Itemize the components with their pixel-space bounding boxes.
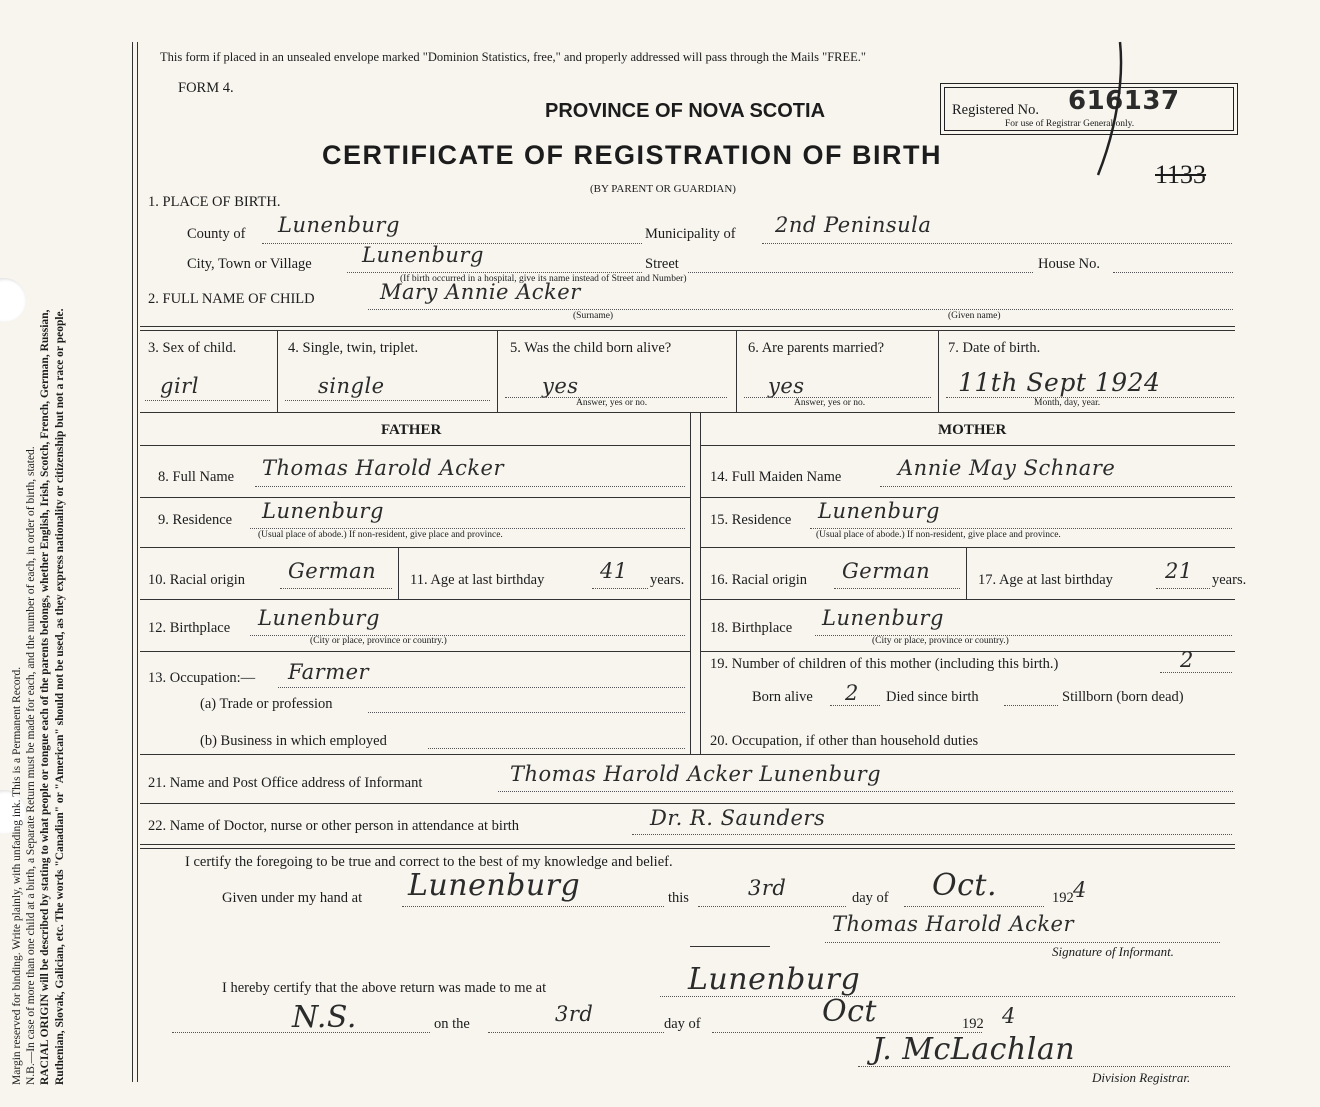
margin-line-3: RACIAL ORIGIN will be described by stating to what people or tongue each of the parents belongs, whether English, Irish, Scotch, French, German, Russian, xyxy=(39,309,52,1085)
division-registrar-label: Division Registrar. xyxy=(1092,1070,1191,1085)
mother-birthplace-label: 18. Birthplace xyxy=(710,620,793,636)
registrar-month-value: Oct xyxy=(822,994,877,1029)
father-birthplace-value: Lunenburg xyxy=(258,606,380,630)
given-place-value: Lunenburg xyxy=(408,868,581,903)
registrar-year-prefix: 192 xyxy=(962,1016,984,1032)
cert-month-value: Oct. xyxy=(932,868,997,903)
margin-rule-1 xyxy=(132,42,133,1082)
given-under-hand-label: Given under my hand at xyxy=(222,890,363,906)
informant-label: 21. Name and Post Office address of Informant xyxy=(148,775,423,791)
this-label: this xyxy=(668,890,689,906)
street-note: (If birth occurred in a hospital, give its name instead of Street and Number) xyxy=(400,274,687,284)
mother-racial-label: 16. Racial origin xyxy=(710,572,808,588)
city-value: Lunenburg xyxy=(362,243,484,267)
registrar-statement: I hereby certify that the above return was made to me at xyxy=(222,980,547,996)
crossed-number: 1133 xyxy=(1155,160,1207,189)
father-racial-value: German xyxy=(288,559,377,583)
alive-label: 5. Was the child born alive? xyxy=(510,340,672,356)
married-label: 6. Are parents married? xyxy=(748,340,885,356)
died-label: Died since birth xyxy=(886,689,979,705)
house-label: House No. xyxy=(1038,256,1101,272)
father-residence-note: (Usual place of abode.) If non-resident, give place and province. xyxy=(258,530,503,540)
mother-birthplace-value: Lunenburg xyxy=(822,606,944,630)
sex-value: girl xyxy=(160,374,199,398)
father-name-label: 8. Full Name xyxy=(158,469,235,485)
registrar-place-value: Lunenburg xyxy=(688,962,861,997)
father-racial-label: 10. Racial origin xyxy=(148,572,246,588)
registrar-year-value: 4 xyxy=(1002,1004,1016,1028)
father-residence-value: Lunenburg xyxy=(262,499,384,523)
doctor-value: Dr. R. Saunders xyxy=(650,806,826,830)
mother-heading: MOTHER xyxy=(938,422,1007,438)
registrar-on-the-label: on the xyxy=(434,1016,470,1032)
child-name-label: 2. FULL NAME OF CHILD xyxy=(148,291,315,307)
father-occupation-label: 13. Occupation:— xyxy=(148,670,256,686)
father-occupation-value: Farmer xyxy=(288,660,370,684)
mother-residence-value: Lunenburg xyxy=(818,499,940,523)
margin-line-1: Margin reserved for binding. Write plainly, with unfading ink. This is a Permanent Record. xyxy=(11,666,23,1085)
mother-occupation-label: 20. Occupation, if other than household duties xyxy=(710,733,979,749)
father-heading: FATHER xyxy=(381,422,442,438)
plurality-value: single xyxy=(318,374,385,398)
cert-year-prefix: 192 xyxy=(1052,890,1074,906)
dob-value: 11th Sept 1924 xyxy=(958,368,1161,397)
mother-residence-note: (Usual place of abode.) If non-resident, give place and province. xyxy=(816,530,1061,540)
street-label: Street xyxy=(645,256,679,272)
registrar-note: For use of Registrar General only. xyxy=(1005,119,1135,129)
alive-value: yes xyxy=(542,374,579,398)
stillborn-label: Stillborn (born dead) xyxy=(1062,689,1184,705)
father-trade-label: (a) Trade or profession xyxy=(200,696,333,712)
mother-residence-label: 15. Residence xyxy=(710,512,792,528)
margin-line-2: N.B.—In case of more than one child at a birth, a Separate Return must be made for each, and the number of each, in order of birth, stated. xyxy=(25,446,38,1085)
city-label: City, Town or Village xyxy=(187,256,312,272)
born-alive-label: Born alive xyxy=(752,689,813,705)
registrar-province-value: N.S. xyxy=(292,1000,357,1035)
father-name-value: Thomas Harold Acker xyxy=(262,456,505,480)
registered-label: Registered No. xyxy=(952,102,1039,118)
mother-age-label: 17. Age at last birthday xyxy=(978,572,1113,588)
mother-name-label: 14. Full Maiden Name xyxy=(710,469,842,485)
plurality-label: 4. Single, twin, triplet. xyxy=(288,340,419,356)
ink-stroke xyxy=(1090,40,1130,180)
father-birthplace-note: (City or place, province or country.) xyxy=(310,636,447,646)
mother-birthplace-note: (City or place, province or country.) xyxy=(872,636,1009,646)
margin-rule-2 xyxy=(137,42,138,1082)
place-section-label: 1. PLACE OF BIRTH. xyxy=(148,194,281,210)
mother-children-value: 2 xyxy=(1180,648,1194,672)
cert-day-of-label: day of xyxy=(852,890,889,906)
certify-statement: I certify the foregoing to be true and correct to the best of my knowledge and belief. xyxy=(185,854,673,870)
signature-informant-label: Signature of Informant. xyxy=(1052,944,1174,959)
mother-racial-value: German xyxy=(842,559,931,583)
father-birthplace-label: 12. Birthplace xyxy=(148,620,231,636)
father-business-label: (b) Business in which employed xyxy=(200,733,387,749)
cert-day-value: 3rd xyxy=(748,876,787,900)
registrar-signature: J. McLachlan xyxy=(872,1032,1076,1067)
sex-label: 3. Sex of child. xyxy=(148,340,237,356)
born-alive-value: 2 xyxy=(845,681,859,705)
registered-number: 616137 xyxy=(1068,86,1180,116)
certificate-subtitle: (BY PARENT OR GUARDIAN) xyxy=(590,183,736,195)
father-age-label: 11. Age at last birthday xyxy=(410,572,545,588)
mother-age-unit: years. xyxy=(1212,572,1247,588)
registrar-day-of-label: day of xyxy=(664,1016,701,1032)
province-title: PROVINCE OF NOVA SCOTIA xyxy=(545,100,826,122)
mail-note: This form if placed in an unsealed envelope marked "Dominion Statistics, free," and properly addressed will pass through the Mails "FREE." xyxy=(160,50,867,64)
surname-note: (Surname) xyxy=(573,311,614,321)
margin-notes xyxy=(10,40,67,1085)
dob-note: Month, day, year. xyxy=(1034,398,1101,408)
mother-name-value: Annie May Schnare xyxy=(898,456,1116,480)
certificate-title: CERTIFICATE OF REGISTRATION OF BIRTH xyxy=(322,140,942,170)
mother-age-value: 21 xyxy=(1165,559,1193,583)
cert-year-value: 4 xyxy=(1073,878,1087,902)
dob-label: 7. Date of birth. xyxy=(948,340,1041,356)
municipality-label: Municipality of xyxy=(645,226,736,242)
county-label: County of xyxy=(187,226,246,242)
father-age-value: 41 xyxy=(600,559,628,583)
margin-line-4: Ruthenian, Slovak, Galician, etc. The words "Canadian" or "American" should not be used, as they express nationality or citizenship but not a race or people. xyxy=(53,308,66,1085)
father-residence-label: 9. Residence xyxy=(158,512,233,528)
alive-answer-note: Answer, yes or no. xyxy=(576,398,648,408)
registrar-day-value: 3rd xyxy=(555,1002,594,1026)
form-number: FORM 4. xyxy=(178,80,234,96)
married-value: yes xyxy=(768,374,805,398)
married-answer-note: Answer, yes or no. xyxy=(794,398,866,408)
informant-value: Thomas Harold Acker Lunenburg xyxy=(510,762,882,786)
child-name-value: Mary Annie Acker xyxy=(380,280,581,304)
municipality-value: 2nd Peninsula xyxy=(775,213,932,237)
father-age-unit: years. xyxy=(650,572,685,588)
county-value: Lunenburg xyxy=(278,213,400,237)
informant-signature: Thomas Harold Acker xyxy=(832,912,1075,936)
doctor-label: 22. Name of Doctor, nurse or other person in attendance at birth xyxy=(148,818,520,834)
given-name-note: (Given name) xyxy=(948,311,1001,321)
mother-children-label: 19. Number of children of this mother (including this birth.) xyxy=(710,656,1059,672)
